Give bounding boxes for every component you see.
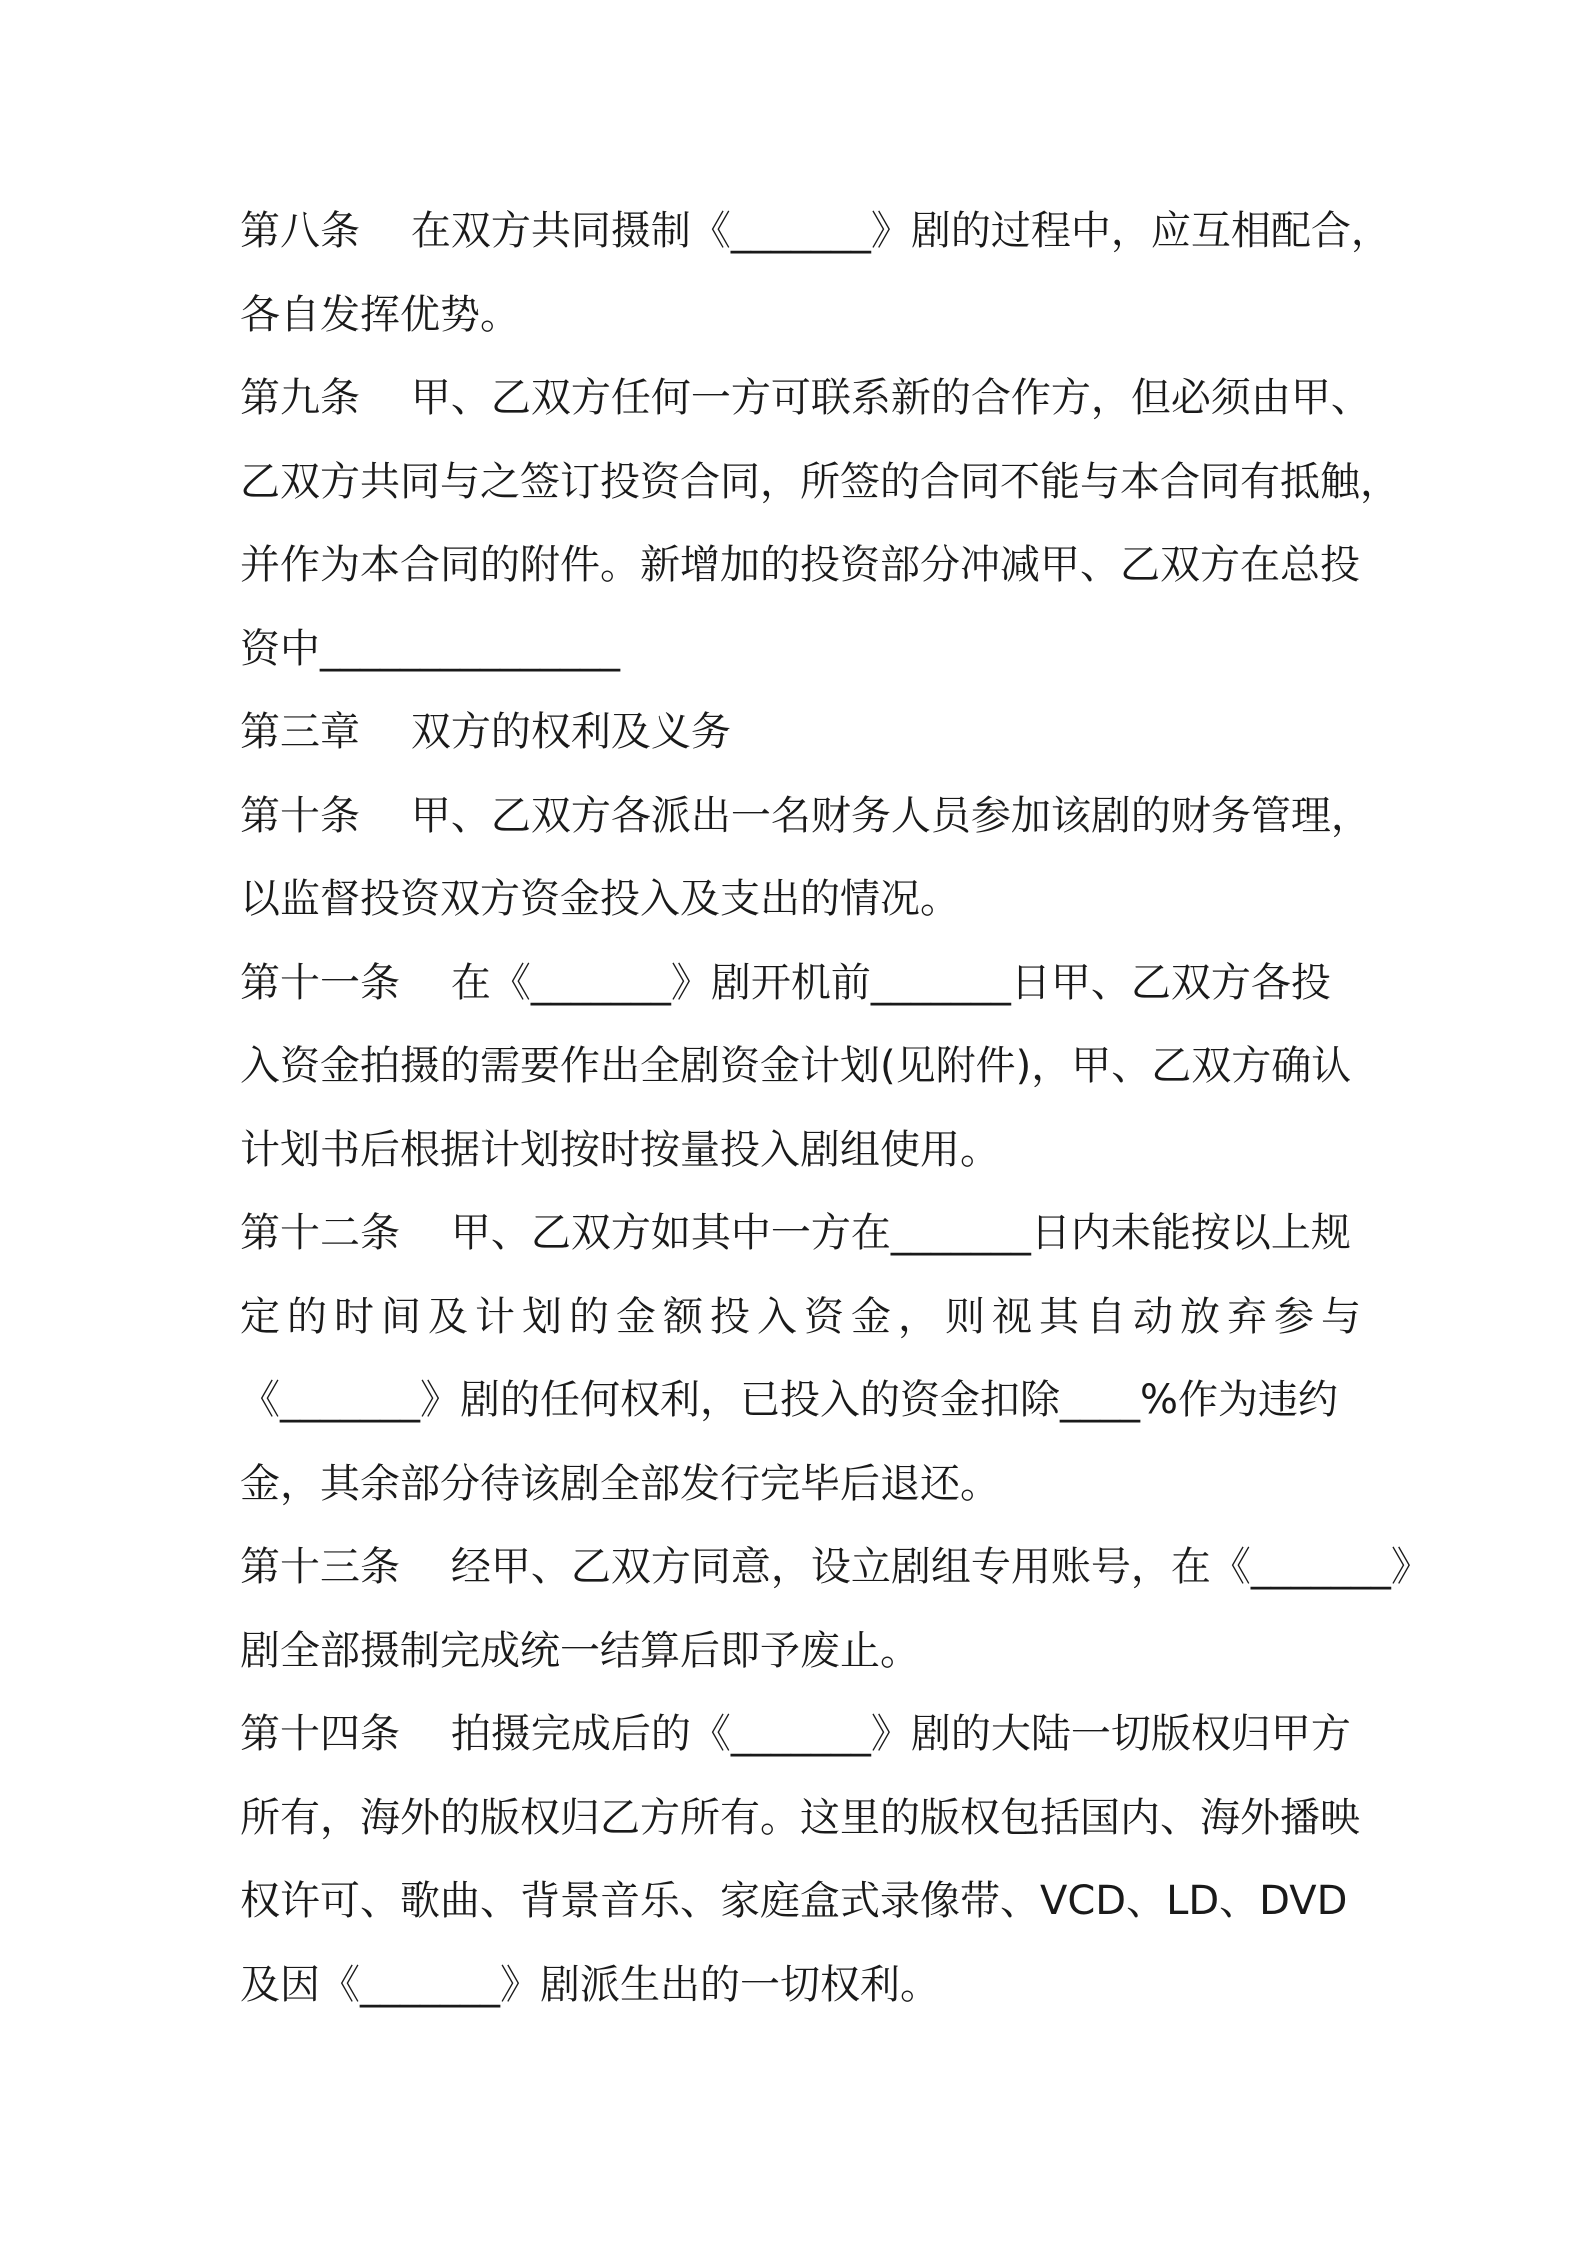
article-14-line-3: 权许可、歌曲、背景音乐、家庭盒式录像带、VCD、LD、DVD xyxy=(240,1878,1348,1924)
article-11-paragraph xyxy=(240,942,1365,1193)
article-14-line-1: 第十四条 拍摄完成后的《_______》剧的大陆一切版权归甲方 xyxy=(240,1711,1351,1757)
article-14-line-2: 所有，海外的版权归乙方所有。这里的版权包括国内、海外播映 xyxy=(240,1794,1360,1841)
article-8-line-2: 各自发挥优势。 xyxy=(240,291,520,338)
article-12-line-2: 定的时间及计划的金额投入资金，则视其自动放弃参与 xyxy=(240,1293,1368,1340)
article-12-line-1: 第十二条 甲、乙双方如其中一方在_______日内未能按以上规 xyxy=(240,1210,1351,1256)
article-9-line-3: 并作为本合同的附件。新增加的投资部分冲减甲、乙双方在总投 xyxy=(240,542,1360,588)
article-12-paragraph xyxy=(240,1192,1368,1526)
article-13-paragraph xyxy=(240,1526,1431,1693)
article-14-paragraph xyxy=(240,1693,1365,2027)
article-11-line-3: 计划书后根据计划按时按量投入剧组使用。 xyxy=(240,1126,1000,1173)
article-10-line-2: 以监督投资双方资金投入及支出的情况。 xyxy=(240,876,960,922)
article-9-line-2: 乙双方共同与之签订投资合同，所签的合同不能与本合同有抵触， xyxy=(240,458,1400,505)
article-13-line-2: 剧全部摄制完成统一结算后即予废止。 xyxy=(240,1627,920,1674)
article-9-line-4: 资中_______________ xyxy=(240,625,620,672)
chapter-3-line-1: 第三章 双方的权利及义务 xyxy=(240,709,731,755)
article-10-line-1: 第十条 甲、乙双方各派出一名财务人员参加该剧的财务管理， xyxy=(240,792,1371,839)
document-page xyxy=(240,190,1431,2027)
article-11-line-2: 入资金拍摄的需要作出全剧资金计划(见附件)，甲、乙双方确认 xyxy=(240,1043,1352,1089)
article-9-paragraph xyxy=(240,357,1400,691)
article-9-line-1: 第九条 甲、乙双方任何一方可联系新的合作方，但必须由甲、 xyxy=(240,375,1371,421)
article-11-line-1: 第十一条 在《_______》剧开机前_______日甲、乙双方各投 xyxy=(240,959,1331,1006)
article-10-paragraph xyxy=(240,775,1371,942)
article-12-line-3: 《_______》剧的任何权利，已投入的资金扣除____%作为违约 xyxy=(240,1377,1339,1423)
article-13-line-1: 第十三条 经甲、乙双方同意，设立剧组专用账号，在《_______》 xyxy=(240,1544,1431,1590)
chapter-3-heading xyxy=(240,691,1365,775)
article-8-paragraph xyxy=(240,190,1391,357)
article-14-line-4: 及因《_______》剧派生出的一切权利。 xyxy=(240,1961,940,2008)
article-8-line-1: 第八条 在双方共同摄制《_______》剧的过程中，应互相配合， xyxy=(240,208,1391,254)
article-12-line-4: 金，其余部分待该剧全部发行完毕后退还。 xyxy=(240,1460,1000,1507)
